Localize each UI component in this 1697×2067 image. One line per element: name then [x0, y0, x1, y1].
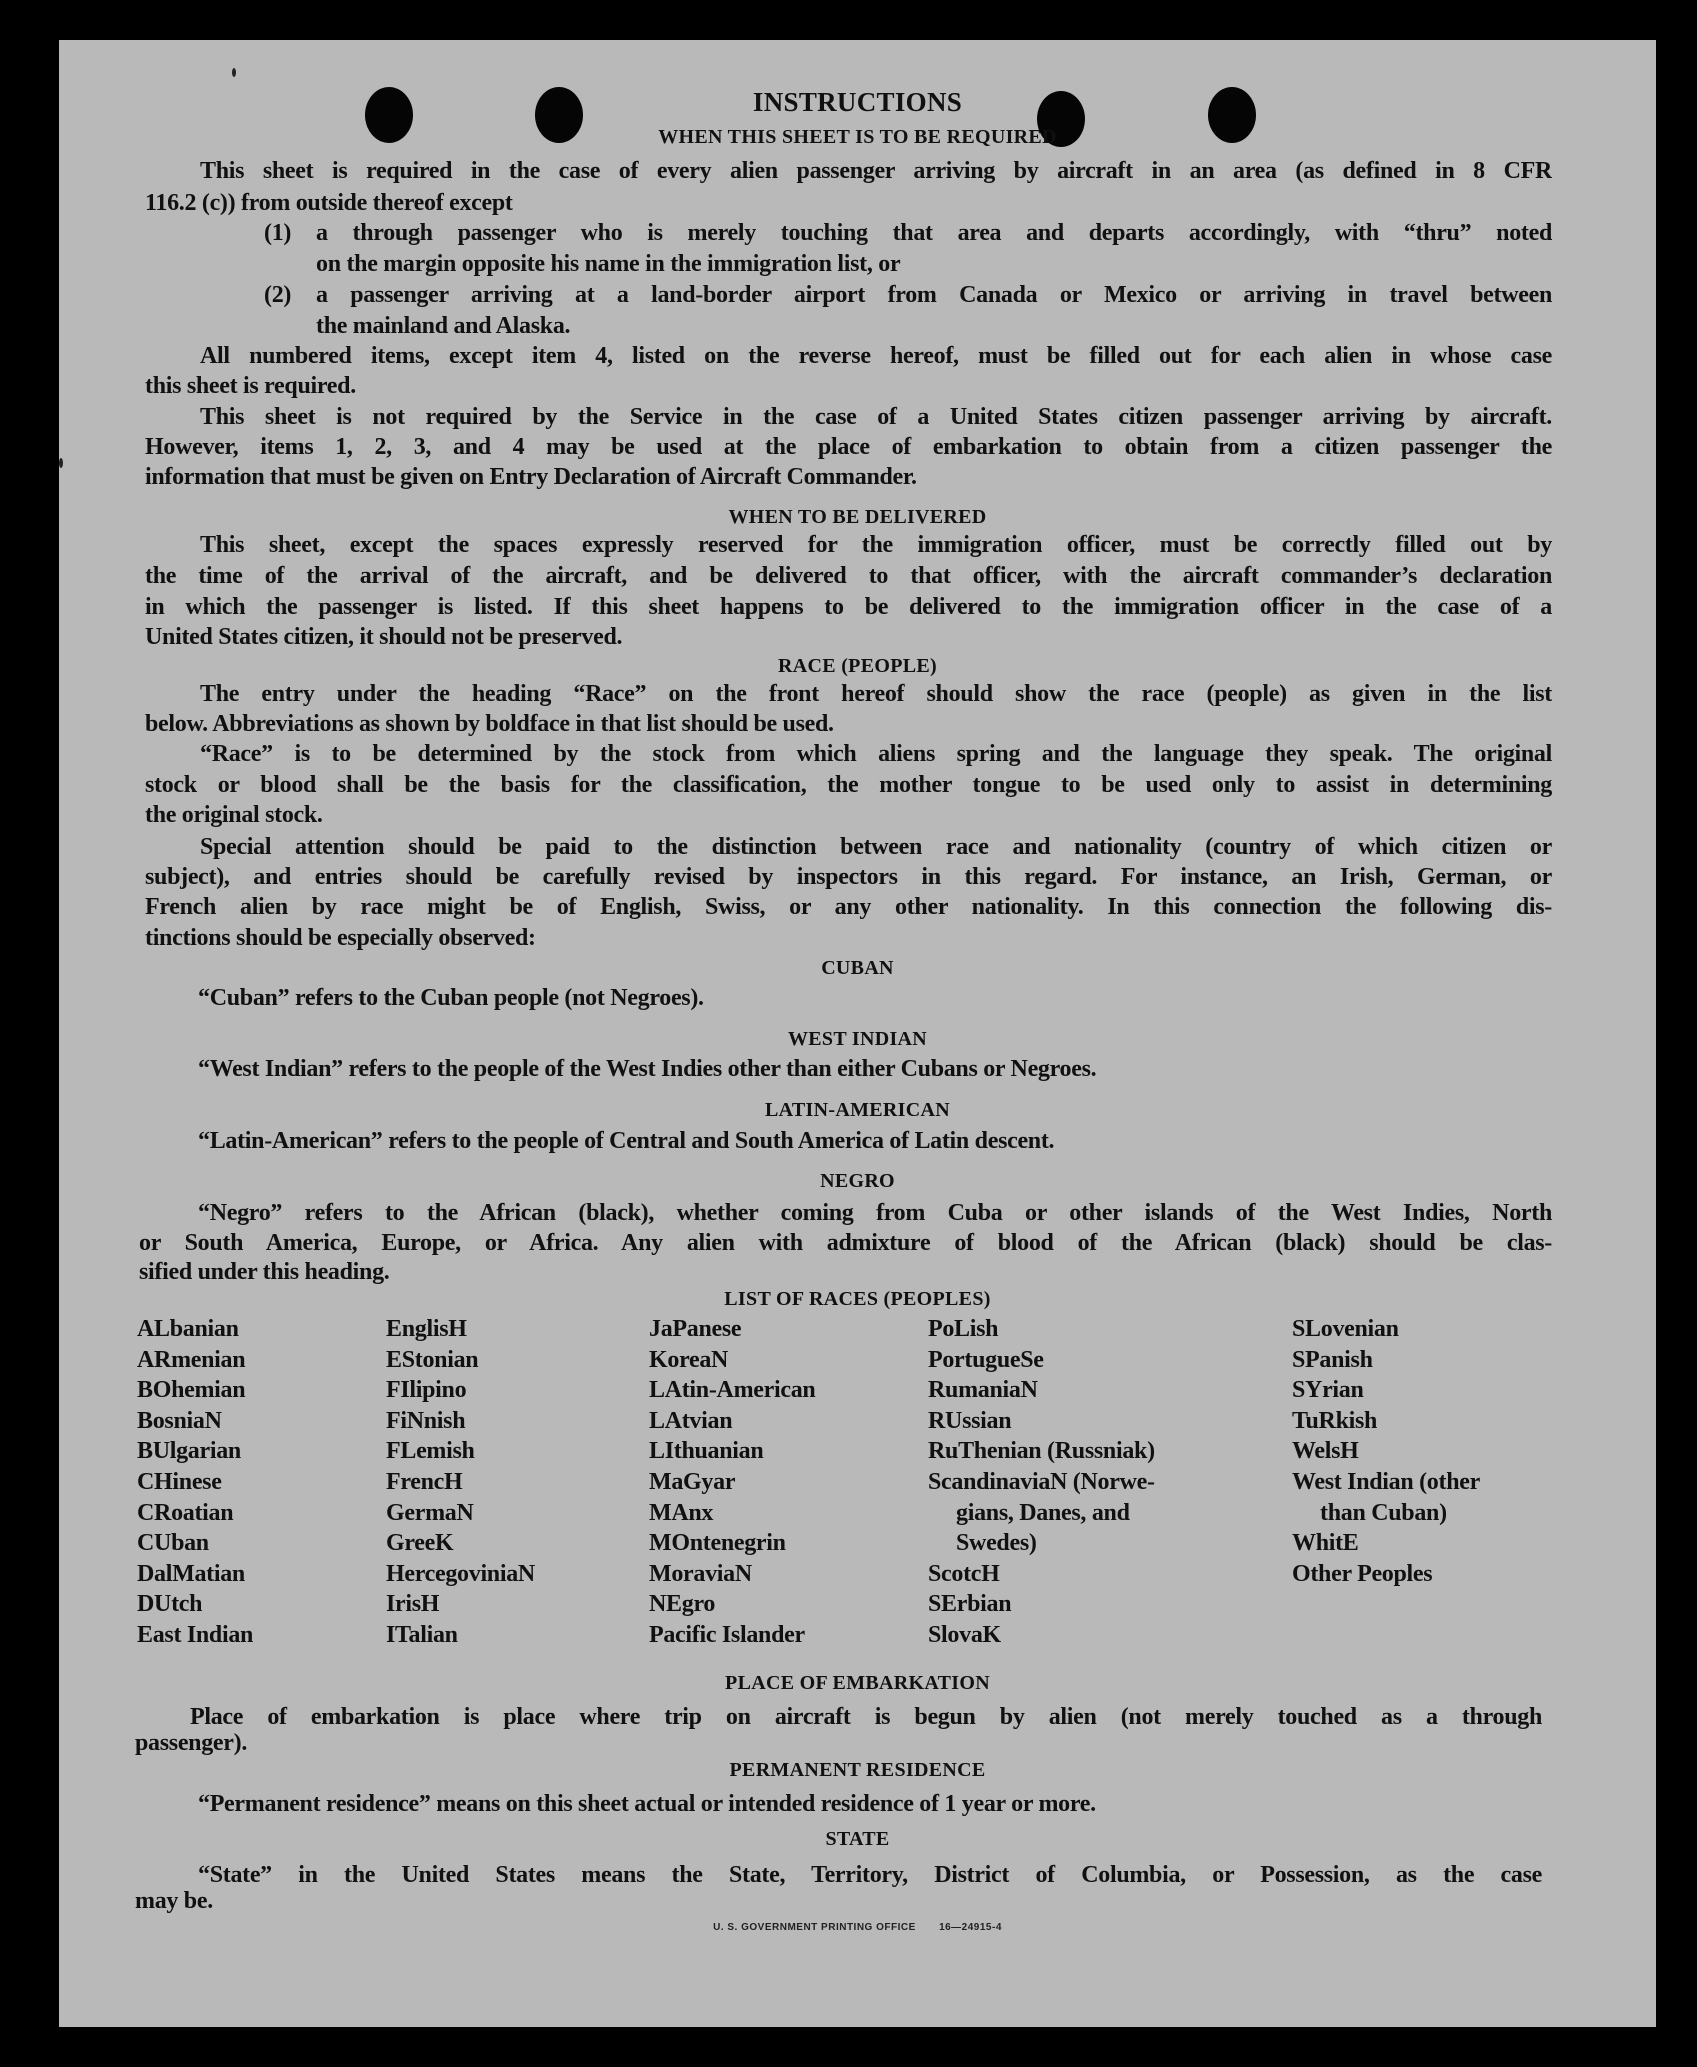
- race-item: BUlgarian: [137, 1438, 241, 1465]
- race-item: HercegoviniaN: [386, 1560, 535, 1587]
- race-item: ScandinaviaN (Norwe-: [928, 1469, 1155, 1495]
- text-line: Special attention should be paid to the distinction between race and nationality (country of which citizen or: [200, 834, 1552, 860]
- text-line: “State” in the United States means the State, Territory, District of Columbia, or Possession, as the case: [198, 1862, 1542, 1888]
- race-item: BosniaN: [137, 1407, 222, 1434]
- text-line: a passenger arriving at a land-border airport from Canada or Mexico or arriving in travel between: [316, 282, 1552, 308]
- text-line: “Negro” refers to the African (black), whether coming from Cuba or other islands of the West Indies, North: [198, 1200, 1552, 1226]
- text-line: the mainland and Alaska.: [316, 313, 571, 339]
- race-item: FrencH: [386, 1469, 463, 1495]
- race-item: CHinese: [137, 1469, 222, 1495]
- race-item: DUtch: [137, 1591, 203, 1618]
- race-item: ScotcH: [928, 1560, 1000, 1587]
- text-line: may be.: [135, 1888, 213, 1914]
- text-line: All numbered items, except item 4, listed on the reverse hereof, must be filled out for each alien in whose case: [200, 343, 1552, 369]
- race-item: ARmenian: [137, 1346, 246, 1373]
- race-item: LAtin-American: [649, 1377, 816, 1404]
- heading-state: STATE: [825, 1828, 890, 1850]
- race-item: GermaN: [386, 1499, 474, 1526]
- speck: [232, 68, 236, 77]
- item-number: (2): [264, 282, 292, 308]
- text-line: the time of the arrival of the aircraft, and be delivered to that officer, with the aircraft commander’s declaration: [145, 563, 1552, 589]
- text-line: sified under this heading.: [139, 1259, 390, 1285]
- race-item: ITalian: [386, 1622, 458, 1648]
- race-item: KoreaN: [649, 1346, 729, 1373]
- text-line: subject), and entries should be carefully revised by inspectors in this regard. For instance, an Irish, German, or: [145, 864, 1552, 890]
- race-item: PortugueSe: [928, 1346, 1044, 1373]
- race-item: IrisH: [386, 1591, 440, 1618]
- text-line: “Latin-American” refers to the people of Central and South America of Latin descent.: [198, 1128, 1055, 1154]
- race-item: FLemish: [386, 1438, 475, 1465]
- heading-permanent-residence: PERMANENT RESIDENCE: [729, 1759, 986, 1781]
- race-item: WelsH: [1292, 1438, 1359, 1465]
- text-line: information that must be given on Entry Declaration of Aircraft Commander.: [145, 464, 917, 490]
- race-item: EStonian: [386, 1346, 479, 1373]
- text-line: passenger).: [135, 1730, 248, 1756]
- race-item: SErbian: [928, 1591, 1012, 1618]
- heading-place-of-embarkation: PLACE OF EMBARKATION: [725, 1672, 990, 1694]
- text-line: this sheet is required.: [145, 373, 356, 399]
- race-item: JaPanese: [649, 1316, 742, 1342]
- text-line: This sheet is required in the case of every alien passenger arriving by aircraft in an area (as defined in 8 CFR: [200, 158, 1552, 184]
- page-title: INSTRUCTIONS: [752, 87, 963, 117]
- text-line: However, items 1, 2, 3, and 4 may be used at the place of embarkation to obtain from a citizen passenger the: [145, 434, 1552, 460]
- item-number: (1): [264, 220, 292, 246]
- race-item: NEgro: [649, 1591, 716, 1618]
- race-item: RUssian: [928, 1407, 1012, 1434]
- race-item: CUban: [137, 1530, 209, 1557]
- race-item: CRoatian: [137, 1499, 234, 1526]
- race-item: MAnx: [649, 1499, 714, 1526]
- race-item: RuThenian (Russniak): [928, 1438, 1155, 1465]
- text-line: on the margin opposite his name in the immigration list, or: [316, 251, 901, 277]
- race-item: MaGyar: [649, 1469, 736, 1495]
- text-line: This sheet, except the spaces expressly reserved for the immigration officer, must be correctly filled out by: [200, 532, 1552, 558]
- race-item: MoraviaN: [649, 1560, 752, 1587]
- heading-latin-american: LATIN-AMERICAN: [765, 1099, 950, 1121]
- text-line: “Race” is to be determined by the stock from which aliens spring and the language they speak. The original: [200, 741, 1552, 767]
- race-item: LIthuanian: [649, 1438, 764, 1465]
- text-line: or South America, Europe, or Africa. Any alien with admixture of blood of the African (black) should be clas-: [139, 1230, 1552, 1256]
- text-line: tinctions should be especially observed:: [145, 925, 536, 951]
- printer-name: U. S. GOVERNMENT PRINTING OFFICE: [713, 1922, 916, 1933]
- heading-cuban: CUBAN: [821, 957, 894, 979]
- heading-race: RACE (PEOPLE): [778, 655, 937, 677]
- race-item: SLovenian: [1292, 1316, 1399, 1342]
- text-line: The entry under the heading “Race” on the front hereof should show the race (people) as given in the list: [200, 681, 1552, 707]
- race-item: than Cuban): [1320, 1499, 1447, 1526]
- text-line: This sheet is not required by the Service in the case of a United States citizen passenger arriving by aircraft.: [200, 404, 1552, 430]
- text-line: “Cuban” refers to the Cuban people (not Negroes).: [198, 985, 704, 1011]
- text-line: in which the passenger is listed. If this sheet happens to be delivered to the immigration officer in the case of a: [145, 594, 1552, 620]
- text-line: United States citizen, it should not be preserved.: [145, 624, 623, 650]
- heading-list-of-races: LIST OF RACES (PEOPLES): [724, 1288, 991, 1310]
- race-item: ALbanian: [137, 1316, 239, 1342]
- race-item: BOhemian: [137, 1377, 246, 1404]
- race-item: SlovaK: [928, 1622, 1001, 1648]
- race-item: LAtvian: [649, 1407, 733, 1434]
- heading-west-indian: WEST INDIAN: [787, 1028, 928, 1050]
- race-item: East Indian: [137, 1622, 254, 1648]
- form-code: 16—24915-4: [939, 1922, 1002, 1933]
- race-item: PoLish: [928, 1316, 999, 1342]
- race-item: GreeK: [386, 1530, 454, 1557]
- text-line: Place of embarkation is place where trip on aircraft is begun by alien (not merely touched as a through: [190, 1704, 1542, 1730]
- race-item: SPanish: [1292, 1346, 1373, 1373]
- race-item: Pacific Islander: [649, 1622, 805, 1648]
- speck: [59, 458, 63, 468]
- race-item: Other Peoples: [1292, 1560, 1433, 1587]
- heading-when-required: WHEN THIS SHEET IS TO BE REQUIRED: [658, 126, 1057, 148]
- heading-negro: NEGRO: [820, 1170, 895, 1192]
- text-line: 116.2 (c)) from outside thereof except: [145, 190, 513, 216]
- text-line: French alien by race might be of English, Swiss, or any other nationality. In this connection the following dis-: [145, 894, 1552, 920]
- text-line: below. Abbreviations as shown by boldface in that list should be used.: [145, 711, 834, 737]
- heading-when-delivered: WHEN TO BE DELIVERED: [728, 506, 987, 528]
- race-item: West Indian (other: [1292, 1469, 1480, 1495]
- race-item: gians, Danes, and: [956, 1499, 1130, 1526]
- text-line: “West Indian” refers to the people of the West Indies other than either Cubans or Negroes.: [198, 1056, 1097, 1082]
- race-item: EnglisH: [386, 1316, 467, 1342]
- race-item: SYrian: [1292, 1377, 1364, 1404]
- race-item: RumaniaN: [928, 1377, 1038, 1404]
- race-item: TuRkish: [1292, 1407, 1378, 1434]
- race-item: WhitE: [1292, 1530, 1359, 1557]
- document-page: [59, 40, 1656, 2027]
- race-item: MOntenegrin: [649, 1530, 786, 1557]
- race-item: DalMatian: [137, 1560, 245, 1587]
- text-line: a through passenger who is merely touching that area and departs accordingly, with “thru” noted: [316, 220, 1552, 246]
- text-line: the original stock.: [145, 802, 323, 828]
- text-line: stock or blood shall be the basis for the classification, the mother tongue to be used only to assist in determining: [145, 772, 1552, 798]
- race-item: FiNnish: [386, 1407, 466, 1434]
- race-item: FIlipino: [386, 1377, 467, 1404]
- race-item: Swedes): [956, 1530, 1037, 1557]
- text-line: “Permanent residence” means on this sheet actual or intended residence of 1 year or more.: [198, 1791, 1096, 1817]
- printer-footer: [59, 1922, 1656, 1933]
